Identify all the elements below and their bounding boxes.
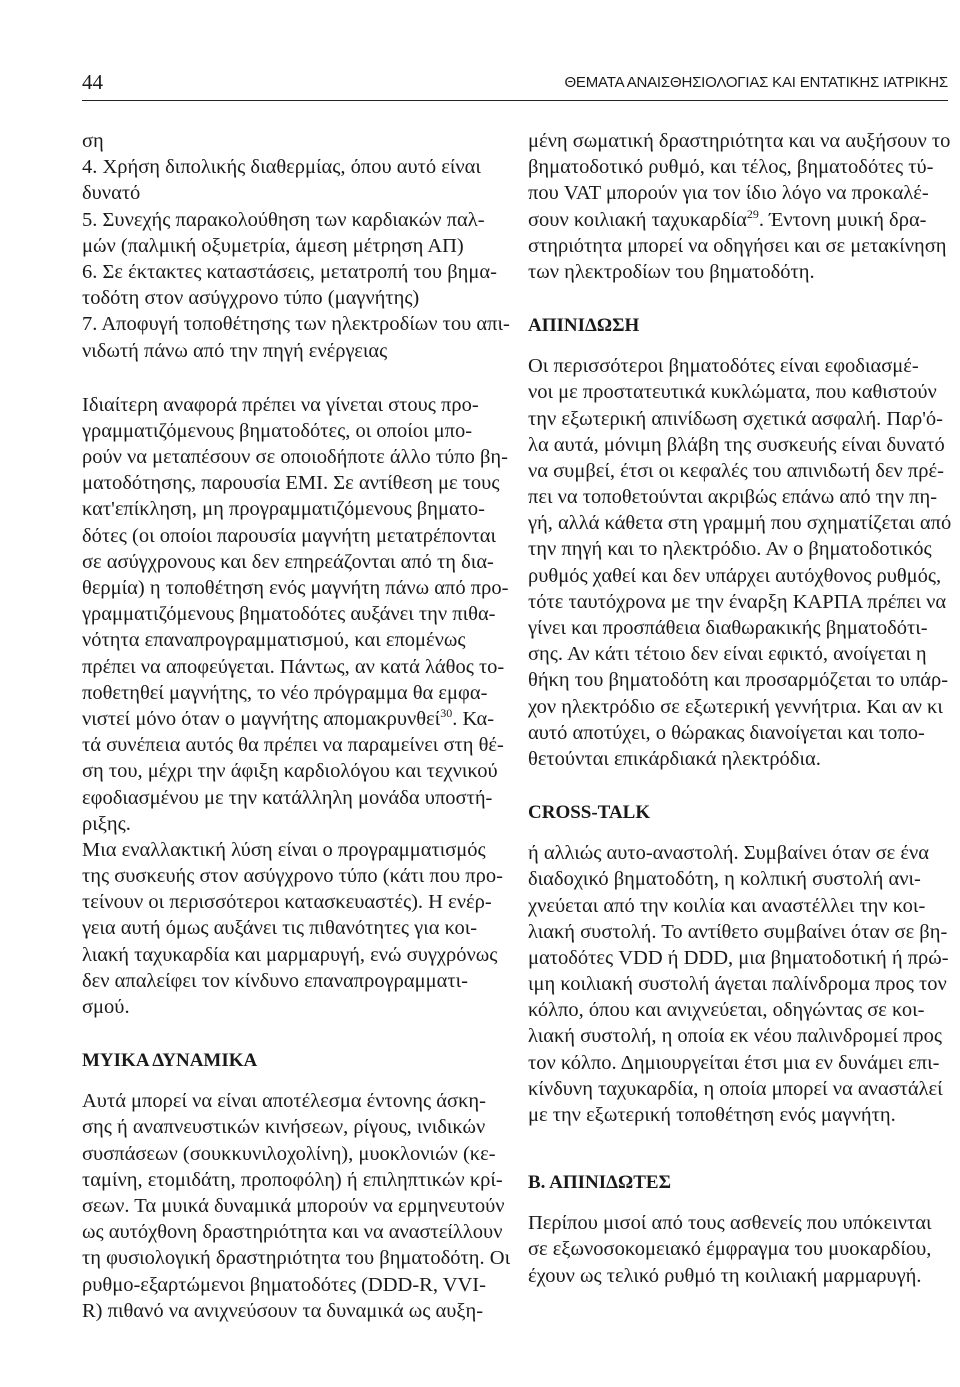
- text-line: R) πιθανό να ανιχνεύσουν τα δυναμικά ως αυξη-: [82, 1299, 484, 1322]
- section-heading-defibrillators: Β. ΑΠΙΝΙΔΩΤΕΣ: [528, 1172, 672, 1194]
- text-line: ή αλλιώς αυτο-αναστολή. Συμβαίνει όταν σε ένα: [528, 842, 929, 865]
- text-line: της συσκευής στον ασύγχρονο τύπο (κάτι που προ-: [82, 865, 503, 888]
- reference-marker: 29: [746, 206, 759, 221]
- text-line: στηριότητα μπορεί να οδηγήσει και σε μετακίνηση: [528, 234, 947, 257]
- text-line: σεων. Τα μυικά δυναμικά μπορούν να ερμηνευτούν: [82, 1194, 505, 1217]
- text-line: ση του, μέχρι την άφιξη καρδιολόγου και τεχνικού: [82, 760, 498, 783]
- text-line: την πηγή και το ηλεκτρόδιο. Αν ο βηματοδοτικός: [528, 538, 932, 561]
- text-line: σμού.: [82, 996, 130, 1018]
- text-line: θήκη του βηματοδότη και προσαρμόζεται το υπάρ-: [528, 669, 949, 692]
- text-line: εφοδιασμένου με την κατάλληλη μονάδα υποστή-: [82, 786, 493, 809]
- text-line: να συμβεί, έτσι οι κεφαλές του απινιδωτή δεν πρέ-: [528, 459, 944, 482]
- text-line: λιακή συστολή. Το αντίθετο συμβαίνει όταν σε βη-: [528, 920, 948, 943]
- right-column: [528, 128, 951, 1289]
- section-heading-defibrillation: ΑΠΙΝΙΔΩΣΗ: [528, 315, 640, 337]
- text-line: πρέπει να αποφεύγεται. Πάντως, αν κατά λάθος το-: [82, 655, 505, 678]
- text-line: νιστεί μόνο όταν ο μαγνήτης απομακρυνθεί$^{30}$. Κα-: [82, 706, 495, 730]
- text-line: δεν απαλείφει τον κίνδυνο επαναπρογραμματι-: [82, 969, 468, 992]
- text-line: μένη σωματική δραστηριότητα και να αυξήσουν το: [528, 130, 951, 152]
- text-line: 6. Σε έκτακτες καταστάσεις, μετατροπή του βημα-: [82, 260, 497, 283]
- text-line: ρυθμο-εξαρτώμενοι βηματοδότες (DDD-R, VVI-: [82, 1273, 486, 1296]
- text-line: θετούνται επικάρδιακά ηλεκτρόδια.: [528, 747, 821, 770]
- text-line: σε εξωνοσοκομειακό έμφραγμα του μυοκαρδίου,: [528, 1238, 932, 1261]
- text-line: συσπάσεων (σουκκυνιλοχολίνη), μυοκλονιών (κε-: [82, 1142, 496, 1165]
- paragraph-defibrillation: [528, 353, 951, 772]
- section-heading-cross-talk: CROSS-TALK: [528, 802, 651, 824]
- text-line: τη φυσιολογική δραστηριότητα του βηματοδότη. Οι: [82, 1247, 511, 1270]
- text-line: γραμματιζόμενους βηματοδότες, οι οποίοι μπο-: [82, 419, 473, 442]
- text-line: κίνδυνη ταχυκαρδία, η οποία μπορεί να αναστάλεί: [528, 1077, 943, 1100]
- text-line: ριξης.: [82, 812, 131, 835]
- text-line: χνεύεται από την κοιλία και αναστέλλει την κοι-: [528, 894, 926, 917]
- text-line: λιακή ταχυκαρδία και μαρμαρυγή, ενώ συγχρόνως: [82, 943, 498, 966]
- precautions-list: [82, 128, 510, 364]
- text-line: την εξωτερική απινίδωση σχετικά ασφαλή. Παρ'ό-: [528, 407, 943, 430]
- text-line: ματοδότες VDD ή DDD, μια βηματοδοτική ή πρώ-: [528, 946, 949, 969]
- text-line: δότες (οι οποίοι παρουσία μαγνήτη μετατρέπονται: [82, 524, 497, 547]
- section-heading-muscle-potentials: ΜΥΙΚΑ ΔΥΝΑΜΙΚΑ: [82, 1050, 258, 1072]
- text-line: 7. Αποφυγή τοποθέτησης των ηλεκτροδίων του απι-: [82, 313, 510, 336]
- paragraph-alternative: [82, 837, 505, 1020]
- text-line: ως αυτόχθονη δραστηριότητα και να αναστείλλουν: [82, 1221, 503, 1244]
- text-line: Αυτά μπορεί να είναι αποτέλεσμα έντονης άσκη-: [82, 1090, 486, 1113]
- page-header: [82, 66, 948, 101]
- page-number: 44: [82, 70, 103, 94]
- text-line: Περίπου μισοί από τους ασθενείς που υπόκεινται: [528, 1212, 932, 1235]
- text-line: σης. Αν κάτι τέτοιο δεν είναι εφικτό, ανοίγεται η: [528, 643, 927, 666]
- text-line: τά συνέπεια αυτός θα πρέπει να παραμείνει στη θέ-: [82, 734, 504, 757]
- text-line: σε ασύγχρονους και δεν επηρεάζονται από τη δια-: [82, 550, 494, 573]
- text-line: σης ή αναπνευστικών κινήσεων, ρίγους, ινιδικών: [82, 1116, 486, 1139]
- text-line: γεια αυτή όμως αυξάνει τις πιθανότητες για κοι-: [82, 917, 478, 940]
- paragraph-cross-talk: [528, 840, 951, 1128]
- text-line: τον κόλπο. Δημιουργείται έτσι μια εν δυνάμει επι-: [528, 1051, 940, 1074]
- text-line: χον ηλεκτρόδιο σε εξωτερική γεννήτρια. Και αν κι: [528, 695, 943, 718]
- text-line: ποθετηθεί μαγνήτης, το νέο πρόγραμμα θα εμφα-: [82, 681, 488, 704]
- text-line: των ηλεκτροδίων του βηματοδότη.: [528, 260, 815, 283]
- text-line: μών (παλμική οξυμετρία, άμεση μέτρηση ΑΠ): [82, 234, 464, 257]
- running-title: ΘΕΜΑΤΑ ΑΝΑΙΣΘΗΣΙΟΛΟΓΙΑΣ ΚΑΙ ΕΝΤΑΤΙΚΗΣ ΙΑΤΡΙΚΗΣ: [564, 74, 948, 91]
- text-line: κατ'επίκληση, μη προγραμματιζόμενους βηματο-: [82, 498, 486, 521]
- text-line: λα αυτά, μόνιμη βλάβη της συσκευής είναι δυνατό: [528, 433, 945, 456]
- text-line: Μια εναλλακτική λύση είναι ο προγραμματισμός: [82, 838, 486, 861]
- text-line: θερμία) η τοποθέτηση ενός μαγνήτη πάνω από προ-: [82, 577, 509, 599]
- reference-marker: 30: [440, 706, 453, 721]
- text-line: έχουν ως τελικό ρυθμό τη κοιλιακή μαρμαρυγή.: [528, 1264, 922, 1287]
- left-column: [82, 128, 511, 1324]
- text-line: ρυθμός χαθεί και δεν υπάρχει αυτόχθονος ρυθμός,: [528, 564, 942, 587]
- text-line: τότε ταυτόχρονα με την έναρξη ΚΑΡΠΑ πρέπει να: [528, 590, 947, 613]
- paragraph-defibrillators: [528, 1210, 951, 1289]
- text-line: ιμη κοιλιακή συστολή άγεται παλίνδρομα προς τον: [528, 973, 947, 996]
- text-line: βηματοδοτικό ρυθμό, και τέλος, βηματοδότες τύ-: [528, 156, 934, 179]
- text-line: λιακή συστολή, η οποία εκ νέου παλινδρομεί προς: [528, 1025, 943, 1048]
- text-line: που VAT μπορούν για τον ίδιο λόγο να προκαλέ-: [528, 182, 929, 205]
- text-line: ση: [82, 130, 104, 152]
- text-line: ματοδότησης, παρουσία ΕΜΙ. Σε αντίθεση με τους: [82, 472, 500, 495]
- text-line: αυτό αποτύχει, ο θώρακας διανοίγεται και τοπο-: [528, 721, 925, 744]
- text-line: νιδωτή πάνω από την πηγή ενέργειας: [82, 339, 388, 362]
- text-line: νότητα επαναπρογραμματισμού, και επομένως: [82, 629, 466, 652]
- text-line: ταμίνη, ετομιδάτη, προποφόλη) ή επιληπτικών κρί-: [82, 1168, 503, 1191]
- text-line: γραμματιζόμενους βηματοδότες αυξάνει την πιθα-: [82, 603, 496, 626]
- text-line: νοι με προστατευτικά κυκλώματα, που καθιστούν: [528, 381, 937, 404]
- text-line: γή, αλλά κάθετα στη γραμμή που σχηματίζεται από: [528, 512, 952, 535]
- text-line: γίνει και προσπάθεια διαθωρακικής βηματοδότι-: [528, 617, 928, 639]
- text-line: Ιδιαίτερη αναφορά πρέπει να γίνεται στους προ-: [82, 393, 479, 416]
- text-line: τείνουν οι περισσότεροι κατασκευαστές). Η ενέρ-: [82, 891, 492, 914]
- text-line: τοδότη στον ασύγχρονο τύπο (μαγνήτης): [82, 287, 420, 310]
- paragraph-continuation: [528, 128, 951, 285]
- text-line: σουν κοιλιακή ταχυκαρδία$^{29}$. Έντονη μυική δρα-: [528, 206, 927, 231]
- text-line: δυνατό: [82, 182, 141, 205]
- paragraph-programmable-pacemakers: [82, 392, 509, 837]
- text-line: ρούν να μεταπέσουν σε οποιοδήποτε άλλο τύπο βη-: [82, 446, 508, 469]
- paragraph-muscle-potentials: [82, 1088, 511, 1324]
- text-line: διαδοχικό βηματοδότη, η κολπική συστολή ανι-: [528, 868, 921, 891]
- text-line: Οι περισσότεροι βηματοδότες είναι εφοδιασμέ-: [528, 355, 919, 378]
- text-line: 5. Συνεχής παρακολούθηση των καρδιακών παλ-: [82, 208, 485, 231]
- text-line: με την εξωτερική τοποθέτηση ενός μαγνήτη.: [528, 1104, 896, 1126]
- text-line: 4. Χρήση διπολικής διαθερμίας, όπου αυτό είναι: [82, 156, 481, 179]
- text-line: πει να τοποθετούνται ακριβώς επάνω από την πη-: [528, 486, 938, 509]
- text-line: κόλπο, όπου και ανιχνεύεται, οδηγώντας σε κοι-: [528, 999, 925, 1022]
